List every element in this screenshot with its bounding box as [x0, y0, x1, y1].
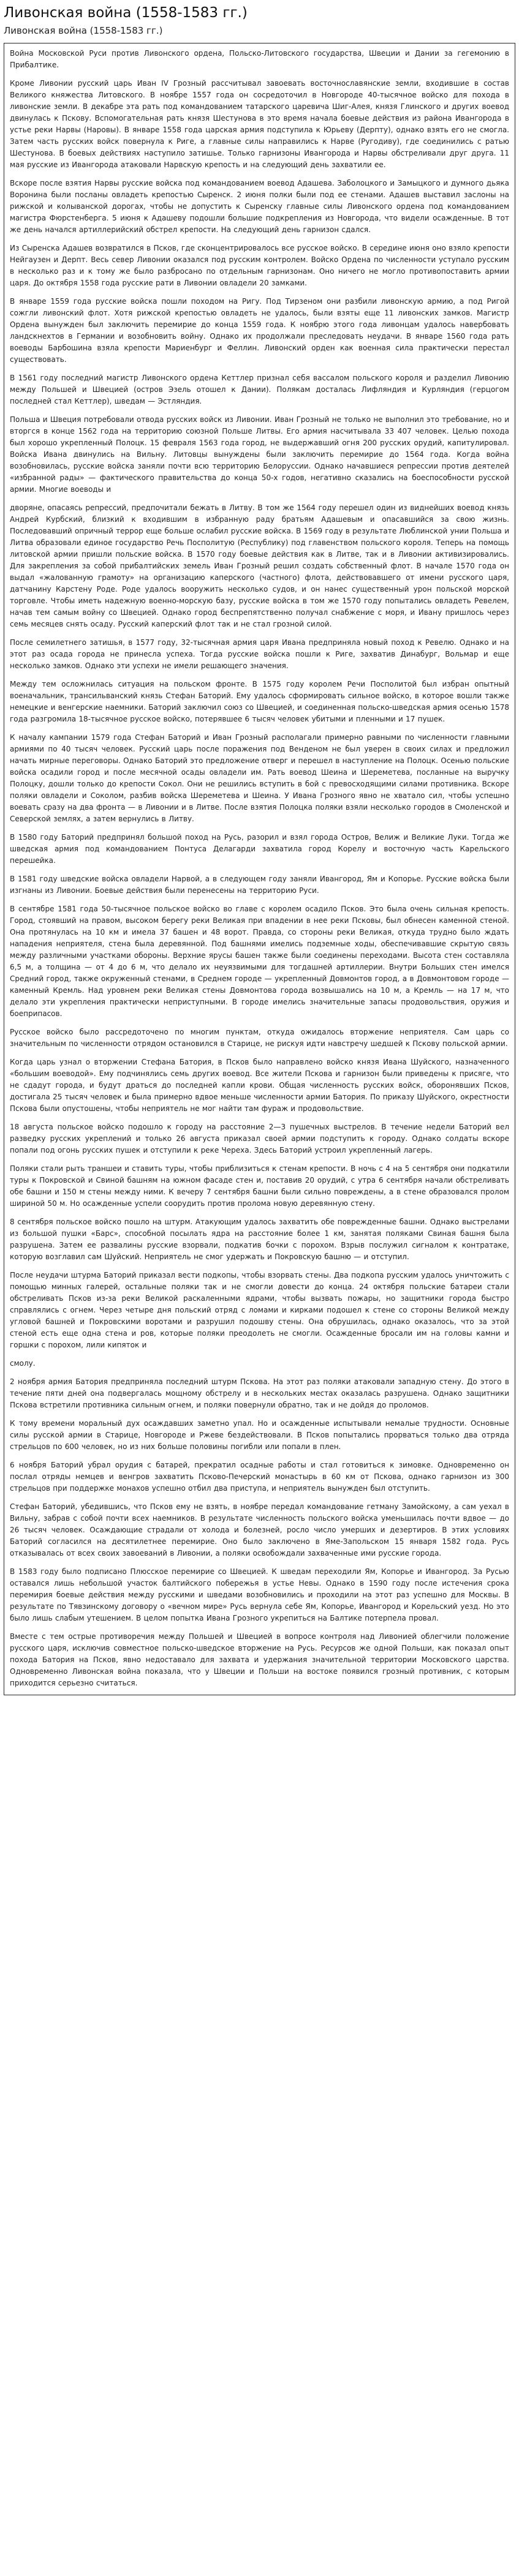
- paragraph: В 1581 году шведские войска овладели Нарвой, а в следующем году заняли Ивангород, Ям и Копорье. Русские войска были изгнаны из Ливонии. Боевые действия были перенесены на территорию Руси.: [10, 875, 509, 895]
- paragraph: К началу кампании 1579 года Стефан Баторий и Иван Грозный располагали примерно равными по численности главными армиями по 40 тысяч человек. Русский царь после поражения под Венденом не был уверен в своих силах и предложил начать мирные переговоры. Однако Баторий это предложение отверг и перешел в наступление на Полоцк. Осенью польские войска осадили город и после месячной осады овладели им. Рать воевод Шеина и Шереметева, посланные на выручку Полоцку, дошли только до крепости Сокол. Они не решились вступить в бой с превосходящими силами противника. Вскоре поляки овладели и Соколом, разбив войска Шереметева и Шеина. У Ивана Грозного явно не хватало сил, чтобы успешно воевать сразу на два фронта — в Ливонии и в Литве. После взятия Полоцка поляки взяли несколько городов в Смоленской и Северской землях, а затем вернулись в Литву.: [10, 733, 509, 823]
- paragraph: Польша и Швеция потребовали отвода русских войск из Ливонии. Иван Грозный не только не выполнил это требование, но и вторгся в конце 1562 года на территорию союзной Польше Литвы. Его армия насчитывала 33 407 человек. Целью похода был хорошо укрепленный Полоцк. 15 февраля 1563 года город, не выдержавший огня 200 русских орудий, капитулировал. Войска Ивана двинулись на Вильну. Литовцы вынуждены были заключить перемирие до 1564 года. Когда война возобновилась, русские войска заняли почти всю территорию Белоруссии. Однако начавшиеся репрессии против деятелей «избранной рады» — фактического правительства до конца 50-х годов, негативно сказались на боеспособности русской армии. Многие воеводы и: [10, 415, 509, 494]
- paragraph: Вместе с тем острые противоречия между Польшей и Швецией в вопросе контроля над Ливонией облегчили положение русского царя, исключив совместное польско-шведское вторжение на Русь. Ресурсов же одной Польши, как показал опыт похода Батория на Псков, явно недоставало для захвата и удержания значительной территории Московского царства. Одновременно Ливонская война показала, что у Швеции и Польши на востоке появился грозный противник, с которым приходится серьезно считаться.: [10, 1632, 509, 1687]
- paragraph: В сентябре 1581 года 50-тысячное польское войско во главе с королем осадило Псков. Это была очень сильная крепость. Город, стоявший на правом, высоком берегу реки Великая при впадении в нее реки Псковы, был обнесен каменной стеной. Она протянулась на 10 км и имела 37 башен и 48 ворот. Правда, со стороны реки Великая, откуда трудно было ждать нападения неприятеля, стена была деревянной. Под башнями имелись подземные ходы, обеспечивавшие скрытую связь между различными участками обороны. Верхние ярусы башен также были соединены переходами. Высота стен составляла 6,5 м, а толщина — от 4 до 6 м, что делало их неуязвимыми для тогдашней артиллерии. Внутри Больших стен имелся Средний город, также окруженный стенами, в Среднем городе — укрепленный Довмонтов город, а в Довмонтовом городе — каменный Кремль. Над уровнем реки Великая стены Довмонтова города возвышались на 10 м, а Кремль — на 17 м, что делало эти укрепления практически неприступными. В городе имелись значительные запасы продовольствия, оружия и боеприпасов.: [10, 905, 509, 1018]
- paragraph: смолу.: [10, 1359, 36, 1368]
- paragraph: В 1580 году Баторий предпринял большой поход на Русь, разорил и взял города Остров, Велиж и Великие Луки. Тогда же шведская армия под командованием Понтуса Делагарди захватила город Корелу и восточную часть Карельского перешейка.: [10, 833, 509, 865]
- paragraph: Вскоре после взятия Нарвы русские войска под командованием воевод Адашева. Заболоцкого и Замыцкого и думного дьяка Воронина были посланы овладеть крепостью Сыренск. 2 июня полки были под ее стенами. Адашев выставил заслоны на рижской и колыванской дорогах, чтобы не допустить к Сыренску главные силы Ливонского ордена под командованием магистра Фюрстенберга. 5 июня к Адашеву подошли большие подкрепления из Новгорода, что видели осажденные. В тот же день начался артиллерийский обстрел крепости. На следующий день гарнизон сдался.: [10, 179, 509, 234]
- paragraph: Поляки стали рыть траншеи и ставить туры, чтобы приблизиться к стенам крепости. В ночь с 4 на 5 сентября они подкатили туры к Покровской и Свиной башням на южном фасаде стен и, поставив 20 орудий, с утра 6 сентября начали обстреливать обе башни и 150 м стены между ними. К вечеру 7 сентября башни были сильно повреждены, а в стене образовался пролом шириной 50 м. Но осажденные успели соорудить против пролома новую деревянную стену.: [10, 1164, 509, 1208]
- paragraph: 8 сентября польское войско пошло на штурм. Атакующим удалось захватить обе поврежденные башни. Однако выстрелами из большой пушки «Барс», способной посылать ядра на расстояние более 1 км, занятая поляками Свиная башня была разрушена. Затем ее развалины русские взорвали, подкатив бочки с порохом. Взрыв послужил сигналом к контратаке, которую возглавил сам Шуйский. Неприятель не смог удержать и Покровскую башню — и отступил.: [10, 1218, 509, 1261]
- paragraph: Стефан Баторий, убедившись, что Псков ему не взять, в ноябре передал командование гетману Замойскому, а сам уехал в Вильну, забрав с собой почти всех наемников. В результате численность польского войска уменьшилась почти вдвое — до 26 тысяч человек. Осаждающие страдали от холода и болезней, росло число умерших и дезертиров. В этих условиях Баторий согласился на десятилетнее перемирие. Оно было заключено в Яме-Запольском 15 января 1582 года. Русь отказывалась от всех своих завоеваний в Ливонии, а поляки освобождали захваченные ими русские города.: [10, 1502, 509, 1557]
- page-title: Ливонская война (1558-1583 гг.): [4, 5, 248, 21]
- paragraph: дворяне, опасаясь репрессий, предпочитали бежать в Литву. В том же 1564 году перешел один из виднейших воевод князь Андрей Курбский, близкий к входившим в избранную раду братьям Адашевым и опасавшийся за свою жизнь. Последовавший опричный террор еще больше ослабил русские войска. В 1569 году в результате Люблинской унии Польша и Литва образовали единое государство Речь Посполитую (Республику) под главенством польского короля. Теперь на помощь литовской армии пришли польские войска. В 1570 году боевые действия как в Литве, так и в Ливонии активизировались. Для закрепления за собой прибалтийских земель Иван Грозный решил создать собственный флот. В начале 1570 года он выдал «жалованную грамоту» на организацию каперского (частного) флота, действовавшего от имени русского царя, датчанину Карстену Роде. Роде удалось вооружить несколько судов, и он нанес существенный урон польской морской торговле. Чтобы иметь надежную военно-морскую базу, русские войска в том же 1570 году попытались овладеть Ревелем, начав тем самым войну со Швецией. Однако город беспрепятственно получал снабжение с моря, и Ивану пришлось через семь месяцев снять осаду. Русский каперский флот так и не стал грозной силой.: [10, 503, 509, 628]
- paragraph: Война Московской Руси против Ливонского ордена, Польско-Литовского государства, Швеции и Дании за гегемонию в Прибалтике.: [10, 49, 509, 69]
- paragraph: В 1583 году было подписано Плюсское перемирие со Швецией. К шведам переходили Ям, Копорье и Ивангород. За Русью оставался лишь небольшой участок балтийского побережья в устье Невы. Однако в 1590 году после истечения срока перемирия боевые действия между русскими и шведами возобновились и проходили на этот раз успешно для Москвы. В результате по Тявзинскому договору о «вечном мире» Русь вернула себе Ям, Копорье, Ивангород и Корельский уезд. Но это было лишь слабым утешением. В целом попытка Ивана Грозного укрепиться на Балтике потерпела провал.: [10, 1567, 509, 1622]
- paragraph: После семилетнего затишья, в 1577 году, 32-тысячная армия царя Ивана предприняла новый поход к Ревелю. Однако и на этот раз осада города не принесла успеха. Тогда русские войска пошли к Риге, захватив Динабург, Вольмар и еще несколько замков. Однако эти успехи не имели решающего значения.: [10, 638, 509, 670]
- article-body: [4, 43, 515, 1695]
- paragraph: В 1561 году последний магистр Ливонского ордена Кеттлер признал себя вассалом польского короля и разделил Ливонию между Польшей и Швецией (остров Эзель отошел к Дании). Полякам досталась Лифляндия и Курляндия (герцогом последней стал Кеттлер), шведам — Эстляндия.: [10, 374, 509, 405]
- paragraph: К тому времени моральный дух осаждавших заметно упал. Но и осажденные испытывали немалые трудности. Основные силы русской армии в Старице, Новгороде и Ржеве бездействовали. В Псков попытались прорваться только два отряда стрельцов по 600 человек, но из них больше половины погибли или попали в плен.: [10, 1419, 509, 1451]
- paragraph: Кроме Ливонии русский царь Иван IV Грозный рассчитывал завоевать восточнославянские земли, входившие в состав Великого княжества Литовского. В ноябре 1557 года он сосредоточил в Новгороде 40-тысячное войско для похода в ливонские земли. В декабре эта рать под командованием татарского царевича Шиг-Алея, князя Глинского и других воевод двинулась к Пскову. Вспомогательная рать князя Шестунова в это время начала боевые действия из района Ивангорода в устье реки Нарвы (Наровы). В январе 1558 года царская армия подступила к Юрьеву (Дерпту), однако взять его не смогла. Затем часть русских войск повернула к Риге, а главные силы направились к Нарве (Ругодиву), где соединились с ратью Шестунова. В боевых действиях наступило затишье. Только гарнизоны Ивангорода и Нарвы обстреливали друг друга. 11 мая русские из Ивангорода атаковали Нарвскую крепость и на следующий день захватили ее.: [10, 79, 509, 169]
- paragraph: В январе 1559 года русские войска пошли походом на Ригу. Под Тирзеном они разбили ливонскую армию, а под Ригой сожгли ливонский флот. Хотя рижской крепостью овладеть не удалось, были взяты еще 11 ливонских замков. Магистр Ордена вынужден был заключить перемирие до конца 1559 года. К ноябрю этого года ливонцам удалось навербовать ландскнехтов в Германии и возобновить войну. Однако их продолжали преследовать неудачи. В январе 1560 года рать воеводы Барбошина взяла крепости Мариенбург и Феллин. Ливонский орден как военная сила практически перестал существовать.: [10, 297, 509, 364]
- paragraph: После неудачи штурма Баторий приказал вести подкопы, чтобы взорвать стены. Два подкопа русским удалось уничтожить с помощью минных галерей, остальные поляки так и не смогли довести до конца. 24 октября польские батареи стали обстреливать Псков из-за реки Великой раскаленными ядрами, чтобы вызвать пожары, но защитники города быстро справлялись с огнем. Через четыре дня польский отряд с ломами и кирками подошел к стене со стороны Великой между угловой башней и Покровскими воротами и разрушил подошву стены. Она обрушилась, однако оказалось, что за этой стеной есть еще одна стена и ров, которые поляки преодолеть не смогли. Осажденные бросали им на головы камни и горшки с порохом, лили кипяток и: [10, 1271, 509, 1349]
- paragraph: Русское войско было рассредоточено по многим пунктам, откуда ожидалось вторжение неприятеля. Сам царь со значительным по численности отрядом остановился в Старице, не рискуя идти навстречу шедшей к Пскову польской армии.: [10, 1028, 509, 1048]
- paragraph: 18 августа польское войско подошло к городу на расстояние 2—3 пушечных выстрелов. В течение недели Баторий вел разведку русских укреплений и только 26 августа приказал своей армии подступить к городу. Однако солдаты вскоре попали под огонь русских пушек и отступили к реке Череха. Здесь Баторий устроил укрепленный лагерь.: [10, 1123, 509, 1154]
- page-subtitle: Ливонская война (1558-1583 гг.): [4, 25, 163, 36]
- paragraph: Из Сыренска Адашев возвратился в Псков, где сконцентрировалось все русское войско. В середине июня оно взяло крепости Нейгаузен и Дерпт. Весь север Ливонии оказался под русским контролем. Войско Ордена по численности уступало русским в несколько раз и к тому же было разбросано по отдельным гарнизонам. Оно ничего не могло противопоставить армии царя. До октября 1558 года русские рати в Ливонии овладели 20 замками.: [10, 244, 509, 287]
- paragraph: 2 ноября армия Батория предприняла последний штурм Пскова. На этот раз поляки атаковали западную стену. До этого в течение пяти дней она подвергалась мощному обстрелу и в нескольких местах оказалась разрушена. Однако защитники Пскова встретили противника сильным огнем, и поляки повернули обратно, так и не дойдя до проломов.: [10, 1377, 509, 1409]
- paragraph: 6 ноября Баторий убрал орудия с батарей, прекратил осадные работы и стал готовиться к зимовке. Одновременно он послал отряды немцев и венгров захватить Псково-Печерский монастырь в 60 км от Пскова, однако гарнизон из 300 стрельцов при поддержке монахов успешно отбил два приступа, и неприятель вынужден был отступить.: [10, 1461, 509, 1493]
- paragraph: Между тем осложнилась ситуация на польском фронте. В 1575 году королем Речи Посполитой был избран опытный военачальник, трансильванский князь Стефан Баторий. Ему удалось сформировать сильное войско, в которое вошли также немецкие и венгерские наемники. Баторий заключил союз со Швецией, и соединенная польско-шведская армия осенью 1578 года разгромила 18-тысячное русское войско, потерявшее 6 тысяч человек убитыми и пленными и 17 пушек.: [10, 680, 509, 723]
- paragraph: Когда царь узнал о вторжении Стефана Батория, в Псков было направлено войско князя Ивана Шуйского, назначенного «большим воеводой». Ему подчинялись семь других воевод. Все жители Пскова и гарнизон были приведены к присяге, что не сдадут города, и будут драться до последней капли крови. Общая численность русских войск, оборонявших Псков, достигала 25 тысяч человек и была примерно вдвое меньше численности армии Батория. По приказу Шуйского, окрестности Пскова были опустошены, чтобы неприятель не мог найти там фураж и продовольствие.: [10, 1058, 509, 1113]
